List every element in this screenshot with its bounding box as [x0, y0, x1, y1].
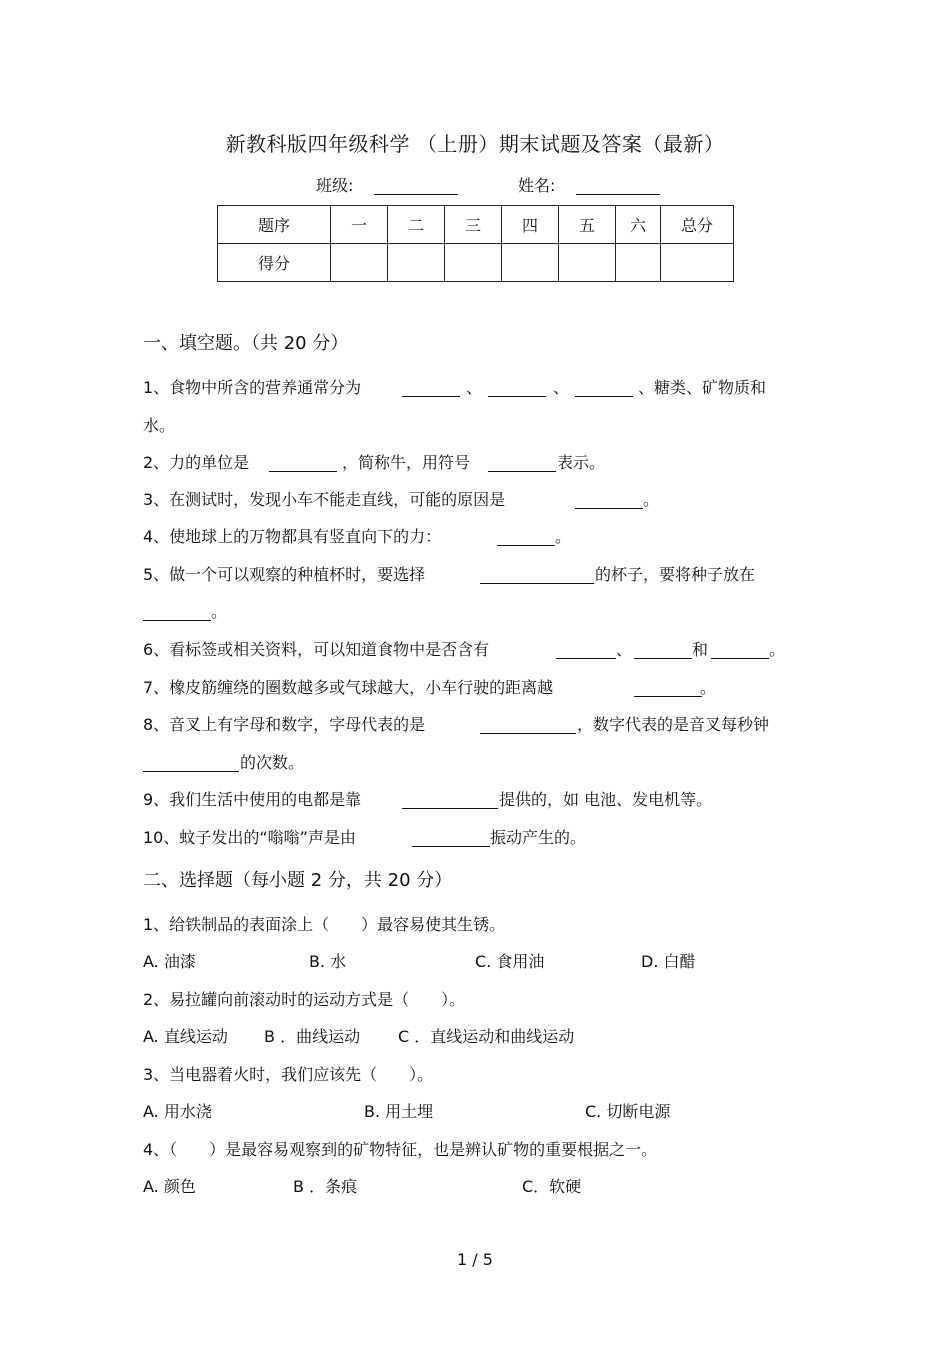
mc-q2-option: C ．直线运动和曲线运动: [398, 1027, 575, 1046]
mc-q4: 4、（ ）是最容易观察到的矿物特征，也是辨认矿物的重要根据之一。: [143, 1140, 658, 1159]
page-title: 新教科版四年级科学 （上册）期末试题及答案（最新）: [225, 132, 725, 156]
q2-text: 2、力的单位是: [143, 453, 250, 472]
q3-text: 3、在测试时，发现小车不能走直线，可能的原因是: [143, 490, 506, 509]
q6-text: 6、看标签或相关资料，可以知道食物中是否含有: [143, 640, 490, 659]
q4-text: 4、使地球上的万物都具有竖直向下的力：: [143, 527, 442, 546]
table-header-cell: 总分: [661, 206, 734, 244]
q7-blank: [634, 680, 702, 697]
score-cell: [616, 244, 661, 282]
q2-text-end: 表示。: [557, 453, 606, 472]
section2-heading: 二、选择题（每小题 2 分，共 20 分）: [143, 870, 453, 891]
q5-blank-2: [143, 604, 211, 621]
q7-text: 7、橡皮筋缠绕的圈数越多或气球越大，小车行驶的距离越: [143, 678, 554, 697]
mc-q1-option: C. 食用油: [475, 952, 545, 971]
score-cell: [559, 244, 616, 282]
mc-q3-option: C. 切断电源: [585, 1102, 671, 1121]
q6-period: 。: [769, 640, 786, 659]
section1-heading: 一、填空题。（共 20 分）: [143, 333, 349, 354]
mc-q1-option: D. 白醋: [641, 952, 696, 971]
mc-q4-option: A. 颜色: [143, 1177, 196, 1196]
q1-blank-2: [488, 380, 546, 397]
q1-text: 1、食物中所含的营养通常分为: [143, 378, 362, 397]
q6-blank-2: [634, 642, 692, 659]
score-table-header-row: [218, 206, 734, 244]
q2-text-cont: ，简称牛，用符号: [342, 453, 471, 472]
page-number: 1 / 5: [457, 1250, 493, 1269]
q4-period: 。: [555, 527, 572, 546]
table-header-cell: 三: [445, 206, 502, 244]
table-header-cell: 二: [388, 206, 445, 244]
score-table-score-row: [218, 244, 734, 282]
mc-q2: 2、易拉罐向前滚动时的运动方式是（ ）。: [143, 990, 466, 1009]
q4-blank: [497, 529, 555, 546]
q10-text: 10、蚊子发出的“嗡嗡”声是由: [143, 828, 356, 847]
mc-q4-option: C．软硬: [522, 1177, 582, 1196]
q6-sep: 、: [616, 640, 633, 659]
q7-period: 。: [700, 678, 717, 697]
score-cell: [388, 244, 445, 282]
mc-q1: 1、给铁制品的表面涂上（ ）最容易使其生锈。: [143, 915, 506, 934]
q1-sep: 、: [466, 378, 483, 397]
q9-text: 9、我们生活中使用的电都是靠: [143, 790, 362, 809]
q6-blank-1: [556, 642, 616, 659]
mc-q1-option: A. 油漆: [143, 952, 196, 971]
mc-q3-option: A. 用水浇: [143, 1102, 212, 1121]
name-blank: [576, 178, 660, 195]
mc-q1-option: B. 水: [309, 952, 347, 971]
mc-q2-option: A. 直线运动: [143, 1027, 228, 1046]
table-header-cell: 题序: [218, 206, 331, 244]
score-cell: [331, 244, 388, 282]
q1-text-cont: 、糖类、矿物质和: [638, 378, 767, 397]
score-cell: [445, 244, 502, 282]
q1-blank-1: [402, 380, 460, 397]
q9-blank: [402, 792, 498, 809]
table-header-cell: 五: [559, 206, 616, 244]
mc-q3: 3、当电器着火时，我们应该先（ ）。: [143, 1065, 434, 1084]
mc-q2-option: B ．曲线运动: [264, 1027, 361, 1046]
table-header-cell: 四: [502, 206, 559, 244]
q1-blank-3: [575, 380, 633, 397]
q8-text: 8、音叉上有字母和数字，字母代表的是: [143, 715, 426, 734]
score-cell: [502, 244, 559, 282]
q3-blank: [575, 492, 643, 509]
q5-text: 5、做一个可以观察的种植杯时，要选择: [143, 565, 426, 584]
q6-and: 和: [692, 640, 709, 659]
name-label: 姓名:: [518, 176, 556, 195]
q9-text-cont: 提供的，如 电池、发电机等。: [499, 790, 713, 809]
q2-blank-2: [488, 455, 556, 472]
table-row-label: 得分: [218, 244, 331, 282]
q10-text-cont: 振动产生的。: [490, 828, 587, 847]
mc-q3-option: B. 用土埋: [364, 1102, 434, 1121]
q8-blank-1: [480, 717, 576, 734]
class-blank: [374, 178, 458, 195]
q6-blank-3: [711, 642, 769, 659]
q2-blank-1: [269, 455, 337, 472]
q10-blank: [412, 830, 490, 847]
q8-blank-2: [143, 755, 239, 772]
q5-text-cont: 的杯子，要将种子放在: [595, 565, 756, 584]
score-table: [217, 205, 734, 282]
q3-period: 。: [643, 490, 660, 509]
q5-period: 。: [211, 602, 228, 621]
q8-text-cont: ，数字代表的是音叉每秒钟: [577, 715, 770, 734]
table-header-cell: 一: [331, 206, 388, 244]
class-label: 班级:: [316, 176, 354, 195]
table-header-cell: 六: [616, 206, 661, 244]
q1-sep: 、: [553, 378, 570, 397]
score-cell: [661, 244, 734, 282]
q1-text-end: 水。: [143, 416, 176, 435]
q5-blank-1: [480, 567, 594, 584]
q8-text-end: 的次数。: [240, 753, 305, 772]
mc-q4-option: B ．条痕: [293, 1177, 358, 1196]
